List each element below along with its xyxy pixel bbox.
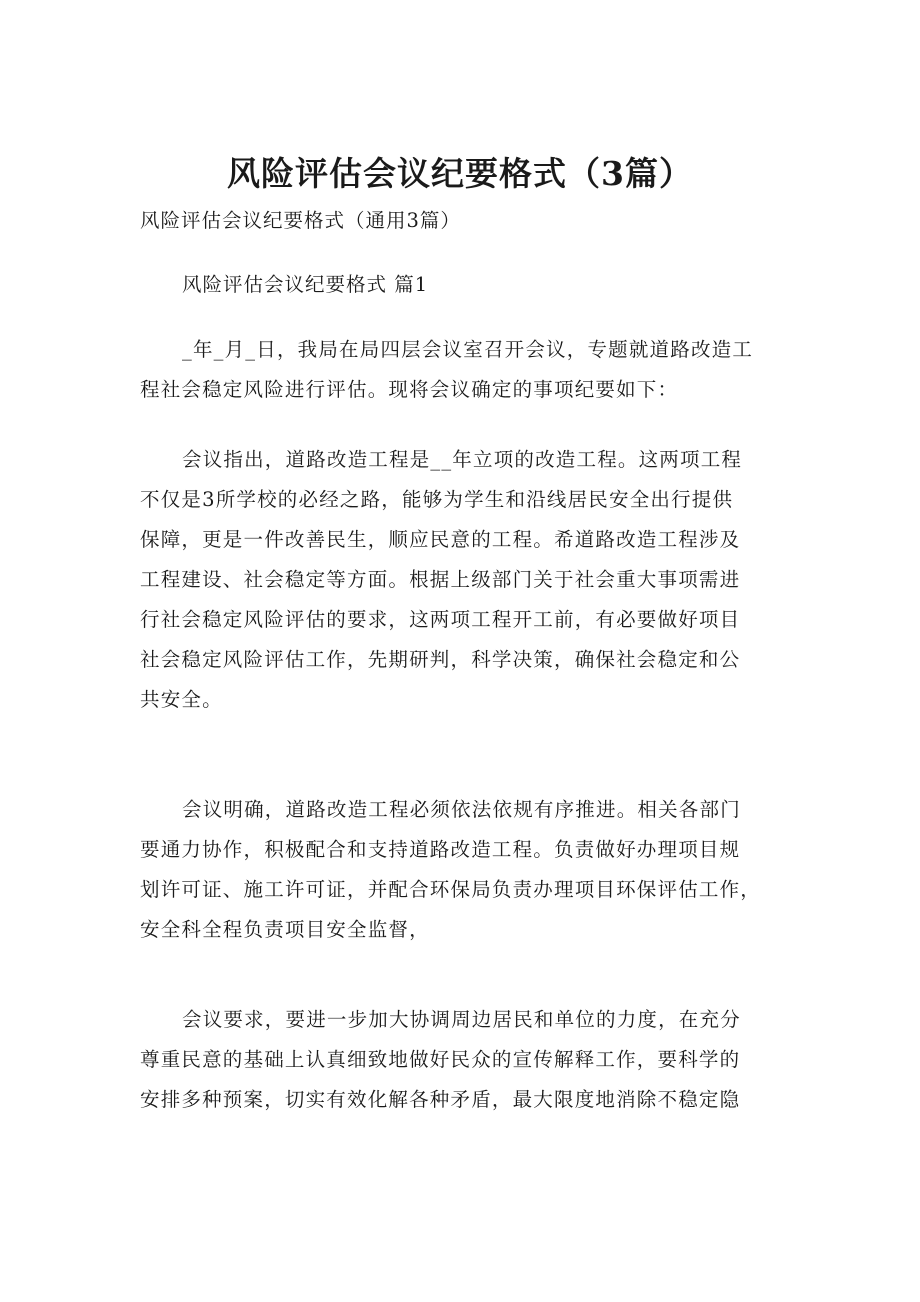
paragraph-line: 工程建设、社会稳定等方面。根据上级部门关于社会重大事项需进: [140, 568, 741, 591]
paragraph-line: 会议明确，道路改造工程必须依法依规有序推进。相关各部门: [182, 798, 741, 821]
paragraph-line: 尊重民意的基础上认真细致地做好民众的宣传解释工作，要科学的: [140, 1048, 741, 1071]
paragraph-line: 不仅是3所学校的必经之路，能够为学生和沿线居民安全出行提供: [140, 488, 734, 511]
paragraph-line: 程社会稳定风险进行评估。现将会议确定的事项纪要如下：: [140, 378, 679, 401]
paragraph-line: 社会稳定风险评估工作，先期研判，科学决策，确保社会稳定和公: [140, 648, 741, 671]
paragraph-line: 行社会稳定风险评估的要求，这两项工程开工前，有必要做好项目: [140, 608, 741, 631]
paragraph-line: _年_月_日，我局在局四层会议室召开会议，专题就道路改造工: [182, 338, 754, 361]
paragraph-2: [140, 440, 810, 720]
paragraph-4: [140, 1000, 810, 1120]
document-title: 风险评估会议纪要格式（3篇）: [227, 154, 693, 193]
paragraph-line: 共安全。: [140, 688, 223, 711]
paragraph-line: 要通力协作，积极配合和支持道路改造工程。负责做好办理项目规: [140, 838, 741, 861]
paragraph-line: 会议指出，道路改造工程是__年立项的改造工程。这两项工程: [182, 448, 743, 471]
paragraph-line: 划许可证、施工许可证，并配合环保局负责办理项目环保评估工作，: [140, 878, 762, 901]
paragraph-line: 安排多种预案，切实有效化解各种矛盾，最大限度地消除不稳定隐: [140, 1088, 741, 1111]
section-heading: 风险评估会议纪要格式 篇1: [182, 273, 429, 296]
paragraph-1: [140, 330, 810, 410]
paragraph-line: 会议要求，要进一步加大协调周边居民和单位的力度，在充分: [182, 1008, 741, 1031]
document-subtitle: 风险评估会议纪要格式（通用3篇）: [140, 209, 461, 232]
paragraph-line: 安全科全程负责项目安全监督，: [140, 918, 430, 941]
paragraph-line: 保障，更是一件改善民生，顺应民意的工程。希道路改造工程涉及: [140, 528, 741, 551]
paragraph-3: [140, 790, 810, 950]
